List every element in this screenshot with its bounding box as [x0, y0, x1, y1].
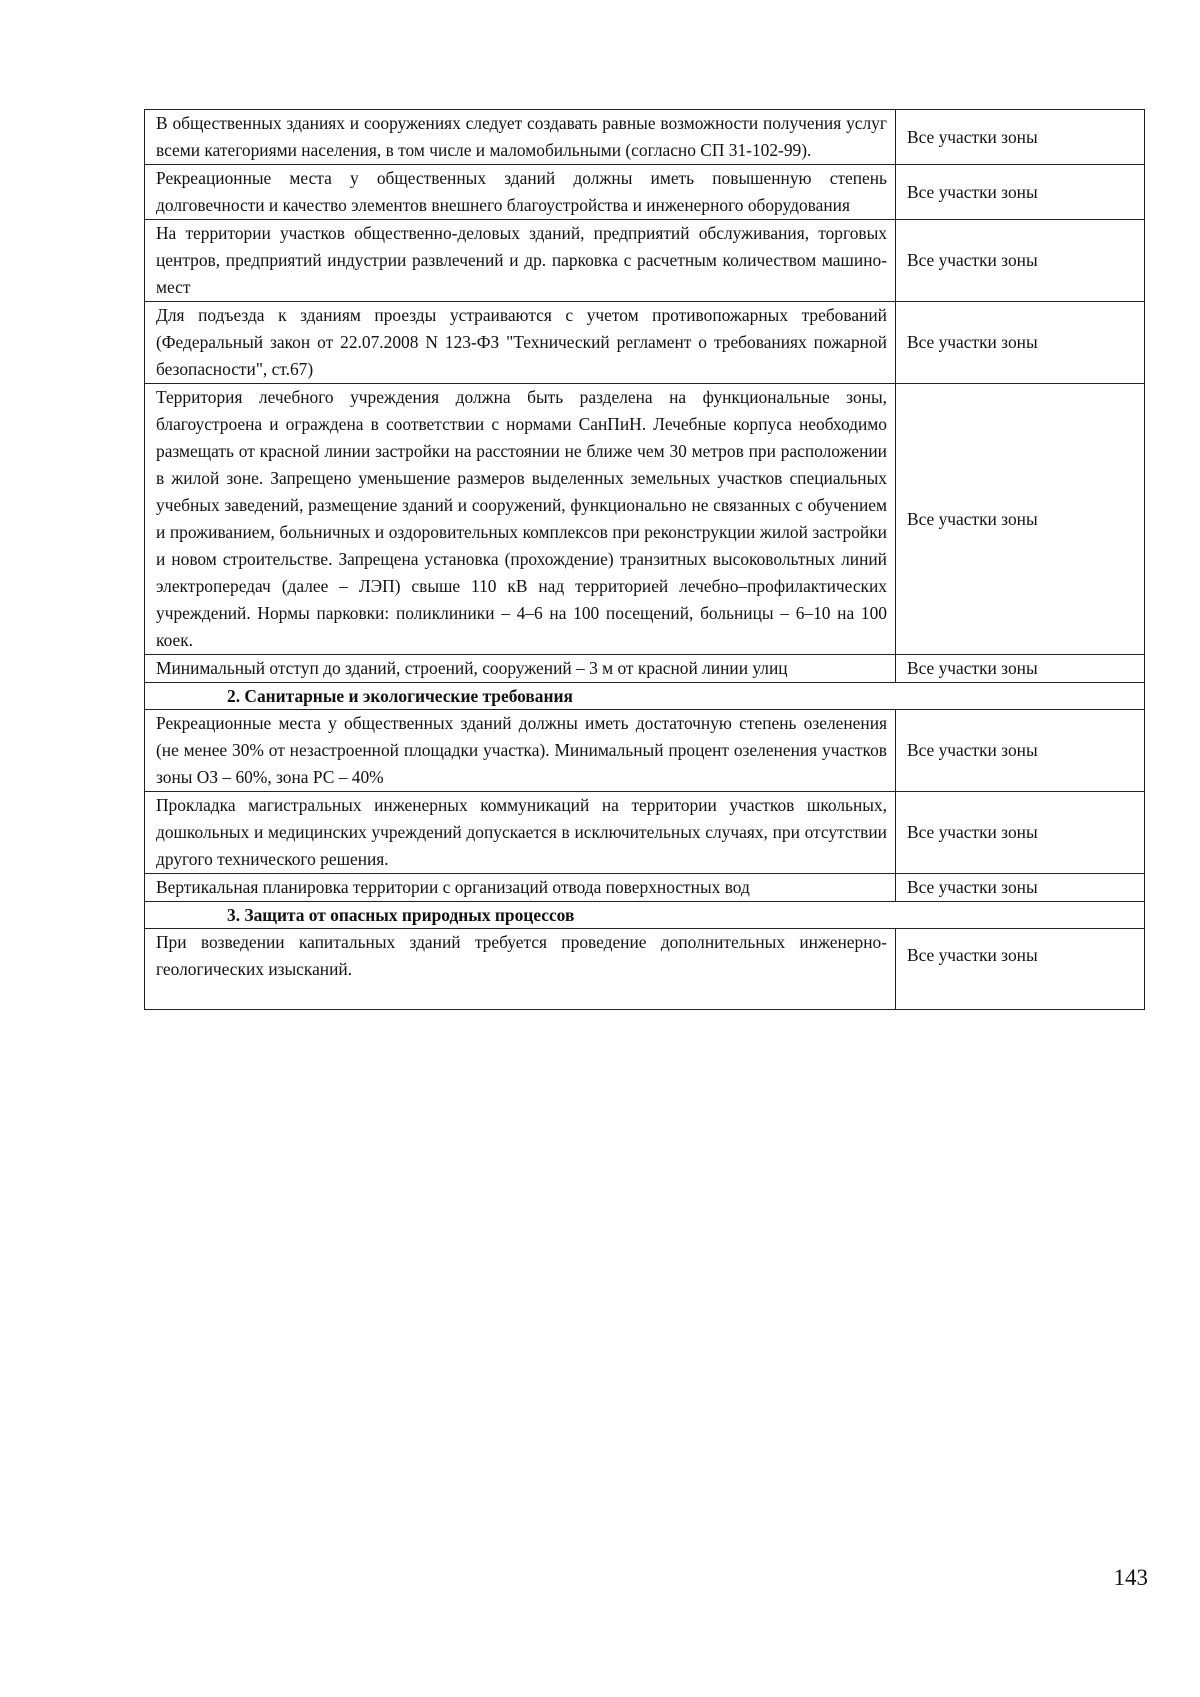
table-row	[145, 792, 1145, 874]
requirement-cell: Прокладка магистральных инженерных коммуникаций на территории участков школьных, дошкольных и медицинских учреждений допускается в исключительных случаях, при отсутствии другого технического решения.	[145, 792, 896, 874]
zone-cell: Все участки зоны	[896, 302, 1145, 384]
zone-cell: Все участки зоны	[896, 165, 1145, 220]
requirement-cell: Вертикальная планировка территории с организаций отвода поверхностных вод	[145, 874, 896, 902]
zone-cell: Все участки зоны	[896, 929, 1145, 1010]
table-row	[145, 302, 1145, 384]
section-heading: 2. Санитарные и экологические требования	[145, 683, 1145, 710]
section-heading-row	[145, 683, 1145, 710]
requirement-cell: Для подъезда к зданиям проезды устраиваются с учетом противопожарных требований (Федеральный закон от 22.07.2008 N 123-ФЗ "Технический регламент о требованиях пожарной безопасности", ст.67)	[145, 302, 896, 384]
table-row	[145, 929, 1145, 1010]
zone-cell: Все участки зоны	[896, 655, 1145, 683]
section-heading: 3. Защита от опасных природных процессов	[145, 902, 1145, 929]
zone-cell: Все участки зоны	[896, 792, 1145, 874]
table-row	[145, 165, 1145, 220]
requirement-cell: На территории участков общественно-деловых зданий, предприятий обслуживания, торговых центров, предприятий индустрии развлечений и др. парковка с расчетным количеством машино-мест	[145, 220, 896, 302]
table-row	[145, 655, 1145, 683]
table-row	[145, 710, 1145, 792]
table-row	[145, 384, 1145, 655]
requirement-cell: Территория лечебного учреждения должна быть разделена на функциональные зоны, благоустроена и ограждена в соответствии с нормами СанПиН. Лечебные корпуса необходимо размещать от красной линии застройки на расстоянии не ближе чем 30 метров при расположении в жилой зоне. Запрещено уменьшение размеров выделенных земельных участков специальных учебных заведений, размещение зданий и сооружений, функционально не связанных с обучением и проживанием, больничных и оздоровительных комплексов при реконструкции жилой застройки и новом строительстве. Запрещена установка (прохождение) транзитных высоковольтных линий электропередач (далее – ЛЭП) свыше 110 кВ над территорией лечебно–профилактических учреждений. Нормы парковки: поликлиники – 4–6 на 100 посещений, больницы – 6–10 на 100 коек.	[145, 384, 896, 655]
table-row	[145, 220, 1145, 302]
table-row	[145, 110, 1145, 165]
zone-cell: Все участки зоны	[896, 384, 1145, 655]
requirement-cell: Рекреационные места у общественных зданий должны иметь повышенную степень долговечности и качество элементов внешнего благоустройства и инженерного оборудования	[145, 165, 896, 220]
table-row	[145, 874, 1145, 902]
requirements-table	[144, 109, 1145, 1010]
zone-cell: Все участки зоны	[896, 220, 1145, 302]
zone-cell: Все участки зоны	[896, 874, 1145, 902]
zone-cell: Все участки зоны	[896, 710, 1145, 792]
requirement-cell: В общественных зданиях и сооружениях следует создавать равные возможности получения услуг всеми категориями населения, в том числе и маломобильными (согласно СП 31-102-99).	[145, 110, 896, 165]
requirement-cell: Рекреационные места у общественных зданий должны иметь достаточную степень озеленения (не менее 30% от незастроенной площадки участка). Минимальный процент озеленения участков зоны ОЗ – 60%, зона РС – 40%	[145, 710, 896, 792]
requirement-cell: Минимальный отступ до зданий, строений, сооружений – 3 м от красной линии улиц	[145, 655, 896, 683]
zone-cell: Все участки зоны	[896, 110, 1145, 165]
section-heading-row	[145, 902, 1145, 929]
page-number: 143	[1113, 1565, 1148, 1590]
requirement-cell: При возведении капитальных зданий требуется проведение дополнительных инженерно-геологических изысканий.	[145, 929, 896, 1010]
